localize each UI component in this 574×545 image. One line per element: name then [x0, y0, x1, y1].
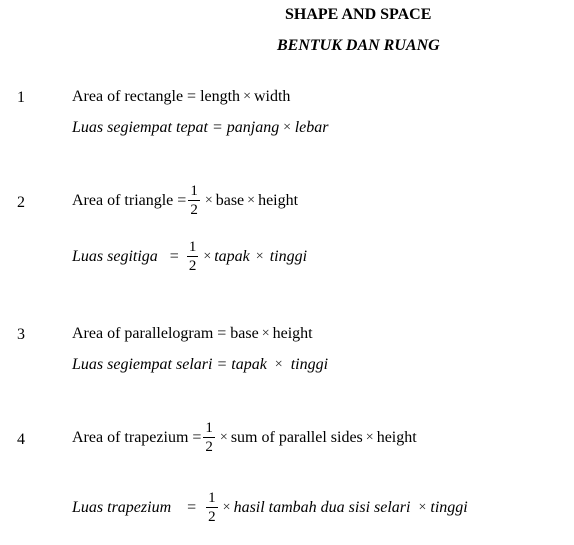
formula-parallelogram-en: [72, 325, 313, 343]
formula-text: tapak: [214, 247, 250, 265]
formula-text: Area of rectangle = length: [72, 88, 241, 105]
times-symbol: ×: [274, 357, 283, 372]
formula-text: sum of parallel sides: [230, 428, 363, 446]
formula-triangle-en: [72, 182, 298, 219]
formula-parallelogram-ms: [72, 356, 328, 374]
times-symbol: ×: [243, 89, 251, 104]
times-symbol: ×: [222, 499, 231, 515]
formula-trapezium-en: [72, 419, 417, 456]
formula-text: height: [376, 428, 417, 446]
formula-number: 3: [17, 326, 25, 343]
equals-sign: =: [187, 498, 197, 516]
formula-text: base: [215, 191, 245, 209]
formula-text: height: [272, 325, 313, 342]
fraction-denominator: 2: [208, 509, 216, 525]
fraction: [188, 182, 200, 219]
formula-text: Area of triangle =: [72, 191, 187, 209]
fraction-numerator: 1: [208, 490, 216, 506]
formula-rectangle-ms: [72, 119, 328, 137]
formula-text: lebar: [294, 119, 329, 136]
fraction-numerator: 1: [188, 239, 197, 255]
formula-text: Area of trapezium =: [72, 428, 202, 446]
times-symbol: ×: [418, 499, 427, 515]
fraction-numerator: 1: [205, 420, 213, 436]
formula-text: hasil tambah dua sisi selari: [233, 498, 411, 516]
times-symbol: ×: [219, 429, 228, 445]
formula-triangle-ms: [72, 238, 307, 275]
formula-text: tinggi: [290, 356, 329, 373]
formula-number: 4: [17, 431, 25, 448]
fraction-numerator: 1: [190, 183, 198, 199]
times-symbol: ×: [282, 120, 292, 135]
formula-trapezium-ms: [72, 489, 468, 526]
fraction-denominator: 2: [188, 258, 197, 274]
formula-text: Luas segitiga: [72, 247, 158, 265]
fraction: [203, 419, 215, 456]
formula-text: width: [253, 88, 291, 105]
fraction-denominator: 2: [205, 439, 213, 455]
times-symbol: ×: [203, 248, 212, 264]
page-title: SHAPE AND SPACE: [285, 6, 432, 23]
fraction: [206, 489, 218, 526]
formula-text: Area of parallelogram = base: [72, 325, 259, 342]
times-symbol: ×: [255, 248, 264, 264]
formula-number: 2: [17, 194, 25, 211]
fraction-denominator: 2: [190, 202, 198, 218]
formula-text: Luas trapezium: [72, 498, 172, 516]
equals-sign: =: [169, 247, 179, 265]
formula-rectangle-en: [72, 88, 290, 106]
fraction: [187, 238, 199, 275]
formula-number: 1: [17, 89, 25, 106]
formula-text: Luas segiempat tepat = panjang: [72, 119, 280, 136]
times-symbol: ×: [247, 192, 256, 208]
times-symbol: ×: [365, 429, 374, 445]
times-symbol: ×: [261, 326, 270, 341]
page-subtitle: BENTUK DAN RUANG: [277, 37, 440, 54]
formula-text: Luas segiempat selari = tapak: [72, 356, 267, 373]
formula-text: tinggi: [269, 247, 308, 265]
formula-text: tinggi: [430, 498, 468, 516]
times-symbol: ×: [204, 192, 213, 208]
formula-text: height: [258, 191, 299, 209]
